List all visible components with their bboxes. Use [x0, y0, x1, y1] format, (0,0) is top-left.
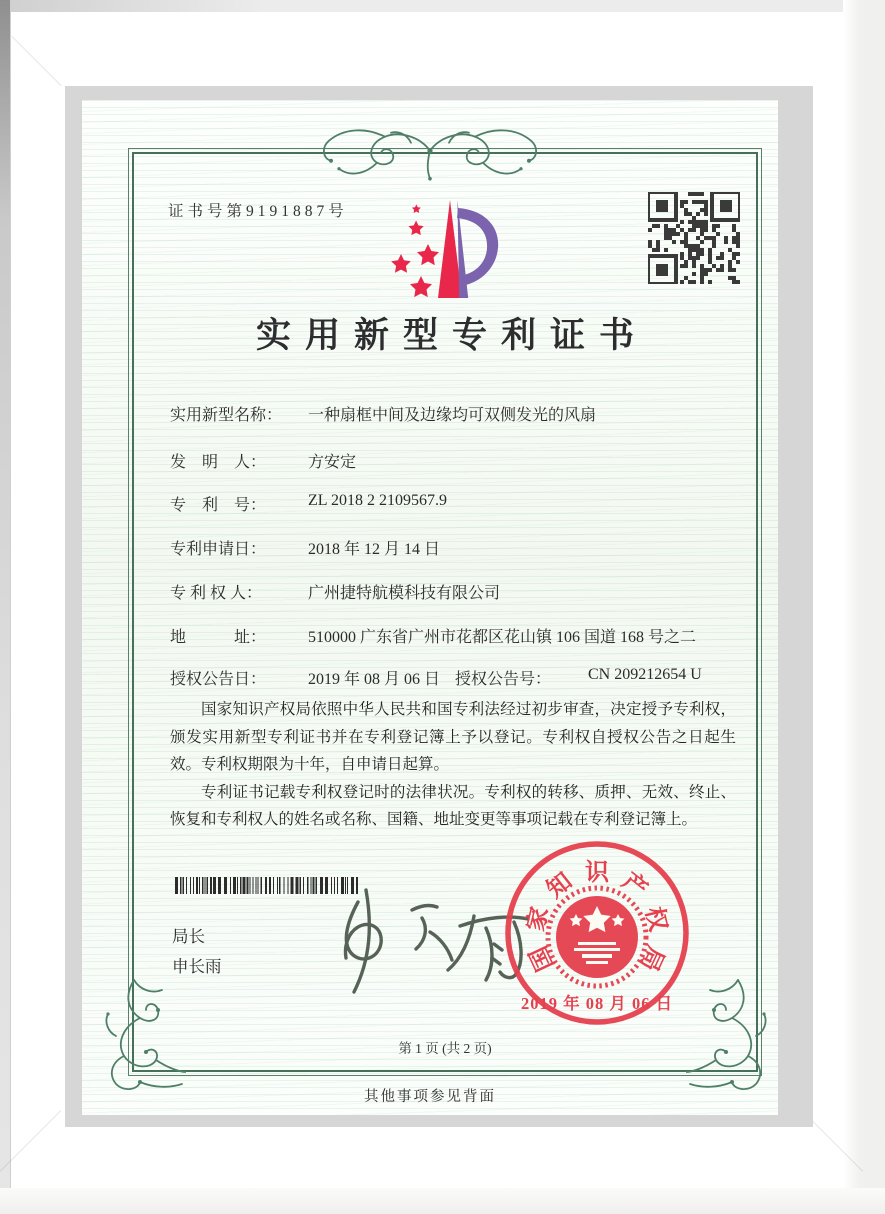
field-value: 方安定: [308, 454, 357, 471]
signer-name: 申长雨: [172, 957, 222, 976]
svg-text:知: 知: [542, 868, 578, 904]
back-side-note: 其他事项参见背面: [364, 1089, 496, 1105]
field-value: 510000 广东省广州市花都区花山镇 106 国道 168 号之二: [308, 629, 697, 646]
field-row-patentee: [170, 580, 740, 603]
cnipa-logo: [388, 194, 506, 304]
field-row-name: [170, 402, 740, 425]
legal-text: [170, 696, 736, 834]
field-label: 专利申请日：: [170, 541, 267, 558]
field-row-patent-number: [170, 492, 740, 515]
field-value: 广州捷特航模科技有限公司: [308, 585, 501, 602]
svg-text:局: 局: [634, 941, 669, 975]
field-row-grant: [170, 666, 745, 689]
frame-edge-bottom: [0, 1188, 885, 1214]
field-label: 授权公告号：: [455, 671, 552, 688]
field-row-filing-date: [170, 536, 740, 559]
field-value: 2019 年 08 月 06 日: [308, 671, 441, 688]
frame-miter-line: [11, 36, 61, 86]
corner-flourish-ornament: [100, 976, 186, 1096]
certificate-title: 实用新型专利证书: [255, 316, 648, 355]
official-seal: [502, 838, 692, 1028]
frame-edge-top: [0, 0, 885, 12]
signer-block: [172, 922, 222, 982]
national-emblem: [548, 888, 646, 986]
page-number: 第 1 页 (共 2 页): [398, 1041, 492, 1056]
certificate-number: 证书号第9191887号: [168, 203, 348, 220]
qr-code: [648, 192, 740, 284]
frame-edge-left: [0, 0, 11, 1214]
frame-edge-right: [843, 0, 885, 1214]
field-value: 一种扇框中间及边缘均可双侧发光的风扇: [308, 407, 597, 424]
field-row-address: [170, 624, 740, 647]
svg-text:国: 国: [525, 941, 560, 975]
svg-text:产: 产: [616, 868, 652, 904]
field-label: 专 利 权 人：: [170, 585, 263, 602]
field-row-inventor: [170, 449, 740, 472]
signature-handwriting: [260, 880, 540, 1000]
svg-text:权: 权: [639, 904, 671, 934]
field-label: 发 明 人：: [170, 454, 267, 471]
field-value: ZL 2018 2 2109567.9: [308, 492, 447, 509]
field-value: CN 209212654 U: [588, 666, 702, 683]
seal-date: 2019 年 08 月 06 日: [520, 994, 674, 1013]
certificate-paper: [82, 100, 778, 1115]
svg-text:家: 家: [523, 904, 555, 934]
svg-text:识: 识: [585, 860, 609, 886]
signer-title: 局长: [172, 927, 205, 946]
top-flourish-ornament: [315, 119, 545, 183]
field-label: 专 利 号：: [170, 497, 267, 514]
legal-paragraph: 国家知识产权局依照中华人民共和国专利法经过初步审查，决定授予专利权，颁发实用新型专利证书并在专利登记簿上予以登记。专利权自授权公告之日起生效。专利权期限为十年，自申请日起算。: [170, 701, 736, 773]
field-value: 2018 年 12 月 14 日: [308, 541, 441, 558]
field-label: 实用新型名称：: [170, 407, 283, 424]
field-label: 授权公告日：: [170, 671, 267, 688]
field-label: 地 址：: [170, 629, 267, 646]
legal-paragraph: 专利证书记载专利权登记时的法律状况。专利权的转移、质押、无效、终止、恢复和专利权人的姓名或名称、国籍、地址变更等事项记载在专利登记簿上。: [170, 783, 736, 828]
